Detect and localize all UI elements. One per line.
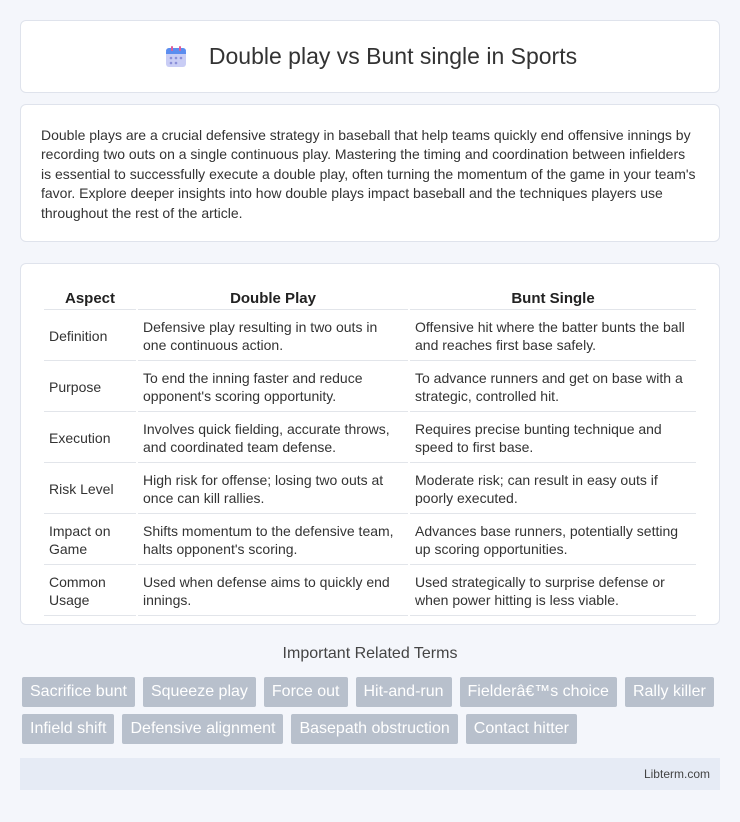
table-row — [44, 312, 696, 361]
table-cell-aspect: Execution — [44, 414, 136, 463]
table-row — [44, 567, 696, 616]
related-term-tag[interactable]: Sacrifice bunt — [22, 677, 135, 707]
table-cell-aspect: Common Usage — [44, 567, 136, 616]
related-term-tag[interactable]: Squeeze play — [143, 677, 256, 707]
table-cell-aspect: Impact on Game — [44, 516, 136, 565]
table-cell-dp: Shifts momentum to the defensive team, halts opponent's scoring. — [138, 516, 408, 565]
table-cell-bs: Used strategically to surprise defense or when power hitting is less viable. — [410, 567, 696, 616]
header-bunt-single: Bunt Single — [410, 286, 696, 310]
table-cell-aspect: Purpose — [44, 363, 136, 412]
related-term-tag[interactable]: Defensive alignment — [122, 714, 283, 744]
table-cell-dp: Involves quick fielding, accurate throws, and coordinated team defense. — [138, 414, 408, 463]
table-header-row — [44, 286, 696, 310]
page-title: Double play vs Bunt single in Sports — [208, 43, 578, 69]
table-cell-bs: Requires precise bunting technique and speed to first base. — [410, 414, 696, 463]
header-card — [20, 20, 720, 93]
related-term-tag[interactable]: Contact hitter — [466, 714, 577, 744]
header-aspect: Aspect — [44, 286, 136, 310]
calendar-icon — [163, 44, 189, 70]
intro-card — [20, 104, 720, 242]
table-row — [44, 465, 696, 514]
related-terms-title: Important Related Terms — [282, 645, 458, 662]
table-cell-dp: Defensive play resulting in two outs in one continuous action. — [138, 312, 408, 361]
table-cell-aspect: Definition — [44, 312, 136, 361]
related-term-tag[interactable]: Infield shift — [22, 714, 114, 744]
table-cell-dp: To end the inning faster and reduce opponent's scoring opportunity. — [138, 363, 408, 412]
footer-brand[interactable]: Libterm.com — [643, 767, 710, 781]
comparison-table — [42, 284, 698, 618]
table-cell-bs: Moderate risk; can result in easy outs if poorly executed. — [410, 465, 696, 514]
intro-text: Double plays are a crucial defensive strategy in baseball that help teams quickly end offensive innings by recording two outs on a single continuous play. Mastering the timing and coordination between infielders is essential to successfully execute a double play, often turning the momentum of the game in your team's favor. Explore deeper insights into how double plays impact baseball and the techniques players use throughout the rest of the article. — [41, 127, 696, 221]
header-double-play: Double Play — [138, 286, 408, 310]
comparison-card — [20, 263, 720, 625]
related-term-tag[interactable]: Basepath obstruction — [291, 714, 457, 744]
table-cell-bs: Offensive hit where the batter bunts the ball and reaches first base safely. — [410, 312, 696, 361]
table-cell-dp: High risk for offense; losing two outs at once can kill rallies. — [138, 465, 408, 514]
table-row — [44, 414, 696, 463]
related-term-tag[interactable]: Force out — [264, 677, 348, 707]
table-cell-bs: Advances base runners, potentially setting up scoring opportunities. — [410, 516, 696, 565]
table-cell-dp: Used when defense aims to quickly end innings. — [138, 567, 408, 616]
table-row — [44, 363, 696, 412]
related-term-tag[interactable]: Hit-and-run — [356, 677, 452, 707]
table-cell-aspect: Risk Level — [44, 465, 136, 514]
table-row — [44, 516, 696, 565]
table-cell-bs: To advance runners and get on base with a strategic, controlled hit. — [410, 363, 696, 412]
related-terms-list — [22, 677, 722, 744]
related-term-tag[interactable]: Rally killer — [625, 677, 714, 707]
footer — [20, 758, 720, 790]
related-term-tag[interactable]: Fielderâ€™s choice — [460, 677, 617, 707]
